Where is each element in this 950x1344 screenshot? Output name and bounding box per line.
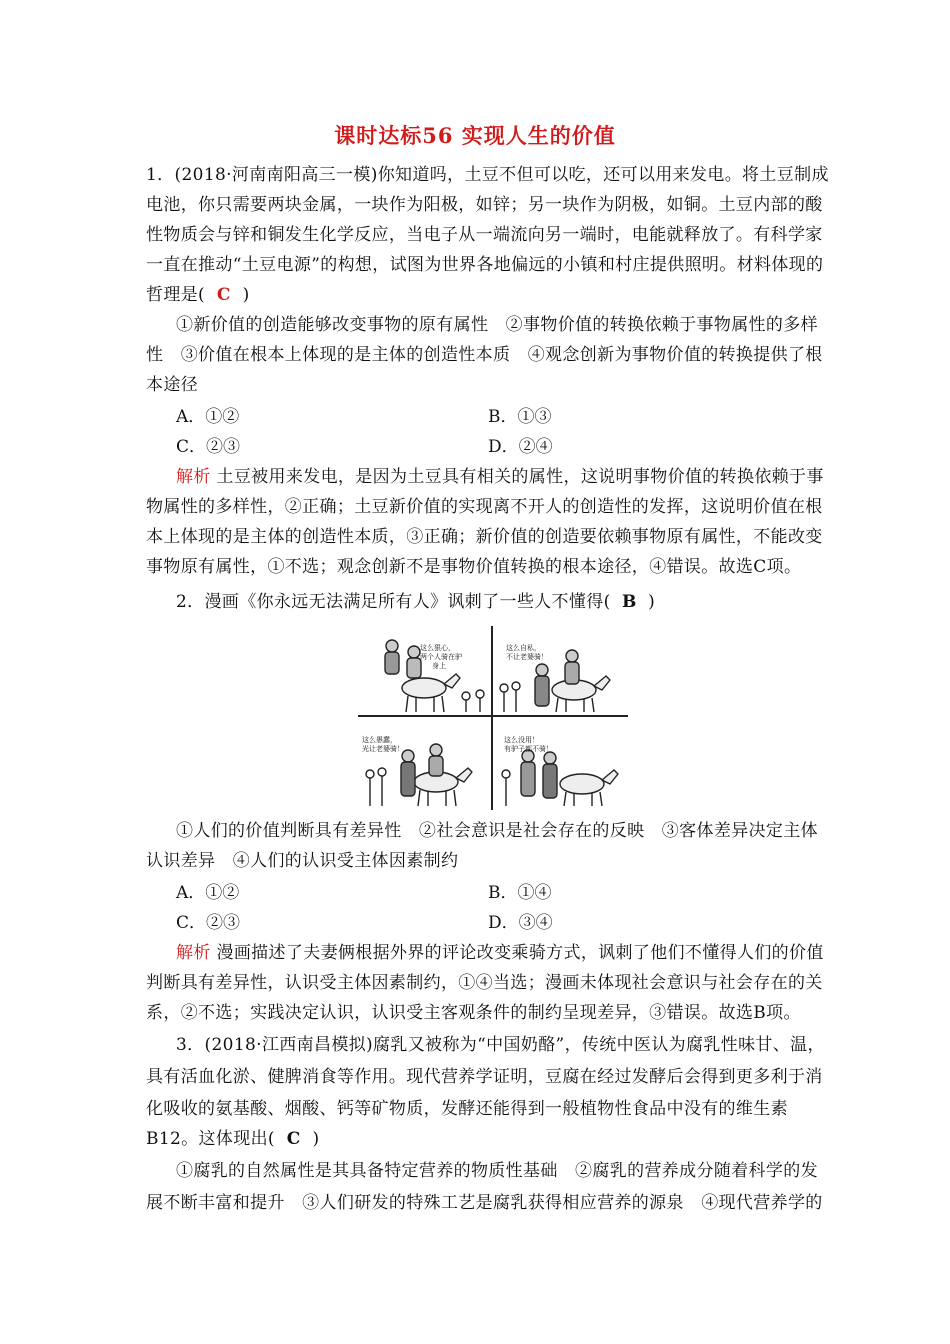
q3-statements-line-1: ①腐乳的自然属性是其具备特定营养的物质性基础 ②腐乳的营养成分随着科学的发	[176, 1161, 818, 1181]
q1-analysis-line-1	[176, 462, 824, 492]
q3-stem-line-4	[146, 1124, 810, 1154]
q3-stem-line-2: 具有活血化淤、健脾消食等作用。现代营养学证明，豆腐在经过发酵后会得到更多利于消	[146, 1067, 823, 1087]
q1-stem-line-5	[146, 280, 810, 310]
q1-stem-line-2: 电池，你只需要两块金属，一块作为阳极，如锌；另一块作为阴极，如铜。土豆内部的酸	[146, 195, 823, 215]
q3-statements-line-2: 展不断丰富和提升 ③人们研发的特殊工艺是腐乳获得相应营养的源泉 ④现代营养学的	[146, 1193, 823, 1213]
q3-stem-line-3: 化吸收的氨基酸、烟酸、钙等矿物质，发酵还能得到一般植物性食品中没有的维生素	[146, 1099, 788, 1119]
q1-answer: C	[216, 285, 231, 305]
q1-option-d: D．②④	[488, 437, 553, 457]
q1-stem-line-4: 一直在推动“土豆电源”的构想，试图为世界各地偏远的小镇和村庄提供照明。材料体现的	[146, 255, 824, 275]
q1-analysis-line-3: 本上体现的是主体的创造性本质，③正确；新价值的创造要依赖事物原有属性，不能改变	[146, 527, 823, 547]
q1-analysis-line-2: 物属性的多样性，②正确；土豆新价值的实现离不开人的创造性的发挥，这说明价值在根	[146, 497, 823, 517]
q1-analysis-text-1: 土豆被用来发电，是因为土豆具有相关的属性，这说明事物价值的转换依赖于事	[216, 467, 824, 487]
cartoon-caption-1c: 身上	[432, 662, 446, 670]
q2-analysis-label: 解析	[176, 943, 211, 963]
q1-option-b: B．①③	[488, 407, 552, 427]
q3-answer: C	[286, 1129, 301, 1149]
q2-stem	[176, 587, 810, 617]
cartoon-caption-2b: 不让老婆骑！	[506, 653, 548, 661]
q1-statements-line-3: 本途径	[146, 375, 199, 395]
q2-answer: B	[621, 592, 637, 612]
cartoon-caption-4a: 这么没用！	[504, 736, 539, 744]
cartoon-caption-4b: 有驴子都不骑！	[504, 745, 553, 753]
q1-option-c: C．②③	[176, 437, 241, 457]
cartoon-caption-1b: 两个人骑在驴	[420, 653, 462, 661]
q3-stem-prefix: B12。这体现出(	[146, 1129, 275, 1149]
q2-analysis-line-1	[176, 938, 824, 968]
page-title: 课时达标56 实现人生的价值	[334, 123, 616, 148]
donkey-cartoon	[356, 624, 630, 812]
cartoon-caption-3a: 这么愚蠢，	[362, 736, 397, 744]
q1-stem-prefix: 哲理是(	[146, 285, 206, 305]
q2-statements-line-2: 认识差异 ④人们的认识受主体因素制约	[146, 851, 459, 871]
q2-option-c: C．②③	[176, 913, 241, 933]
q2-analysis-line-2: 判断具有差异性，认识受主体因素制约，①④当选；漫画未体现社会意识与社会存在的关	[146, 973, 823, 993]
q1-stem-line-3: 性物质会与锌和铜发生化学反应，当电子从一端流向另一端时，电能就释放了。有科学家	[146, 225, 823, 245]
q2-stem-prefix: 2．漫画《你永远无法满足所有人》讽刺了一些人不懂得(	[176, 592, 611, 612]
cartoon-caption-3b: 光让老婆骑！	[362, 745, 404, 753]
q1-stem-line-1: 1．(2018·河南南阳高三一模)你知道吗，土豆不但可以吃，还可以用来发电。将土豆制成	[146, 165, 829, 185]
q1-statements-line-1: ①新价值的创造能够改变事物的原有属性 ②事物价值的转换依赖于事物属性的多样	[176, 315, 818, 335]
q1-analysis-line-4: 事物原有属性，①不选；观念创新不是事物价值转换的根本途径，④错误。故选C项。	[146, 557, 802, 577]
q2-analysis-line-3: 系，②不选；实践决定认识，认识受主客观条件的制约呈现差异，③错误。故选B项。	[146, 1003, 801, 1023]
cartoon-caption-1a: 这么狠心，	[420, 644, 455, 652]
q3-stem-line-1: 3．(2018·江西南昌模拟)腐乳又被称为“中国奶酪”，传统中医认为腐乳性味甘、温，	[176, 1035, 825, 1055]
q2-stem-suffix: )	[648, 592, 656, 612]
q2-analysis-text-1: 漫画描述了夫妻俩根据外界的评论改变乘骑方式，讽刺了他们不懂得人们的价值	[216, 943, 824, 963]
q1-stem-suffix: )	[242, 285, 250, 305]
q2-option-d: D．③④	[488, 913, 553, 933]
q1-statements-line-2: 性 ③价值在根本上体现的是主体的创造性本质 ④观念创新为事物价值的转换提供了根	[146, 345, 823, 365]
q2-option-b: B．①④	[488, 883, 552, 903]
cartoon-caption-2a: 这么自私，	[506, 644, 541, 652]
q2-option-a: A．①②	[176, 883, 240, 903]
q2-statements-line-1: ①人们的价值判断具有差异性 ②社会意识是社会存在的反映 ③客体差异决定主体	[176, 821, 818, 841]
q3-stem-suffix: )	[312, 1129, 320, 1149]
q1-option-a: A．①②	[176, 407, 240, 427]
q1-analysis-label: 解析	[176, 467, 211, 487]
